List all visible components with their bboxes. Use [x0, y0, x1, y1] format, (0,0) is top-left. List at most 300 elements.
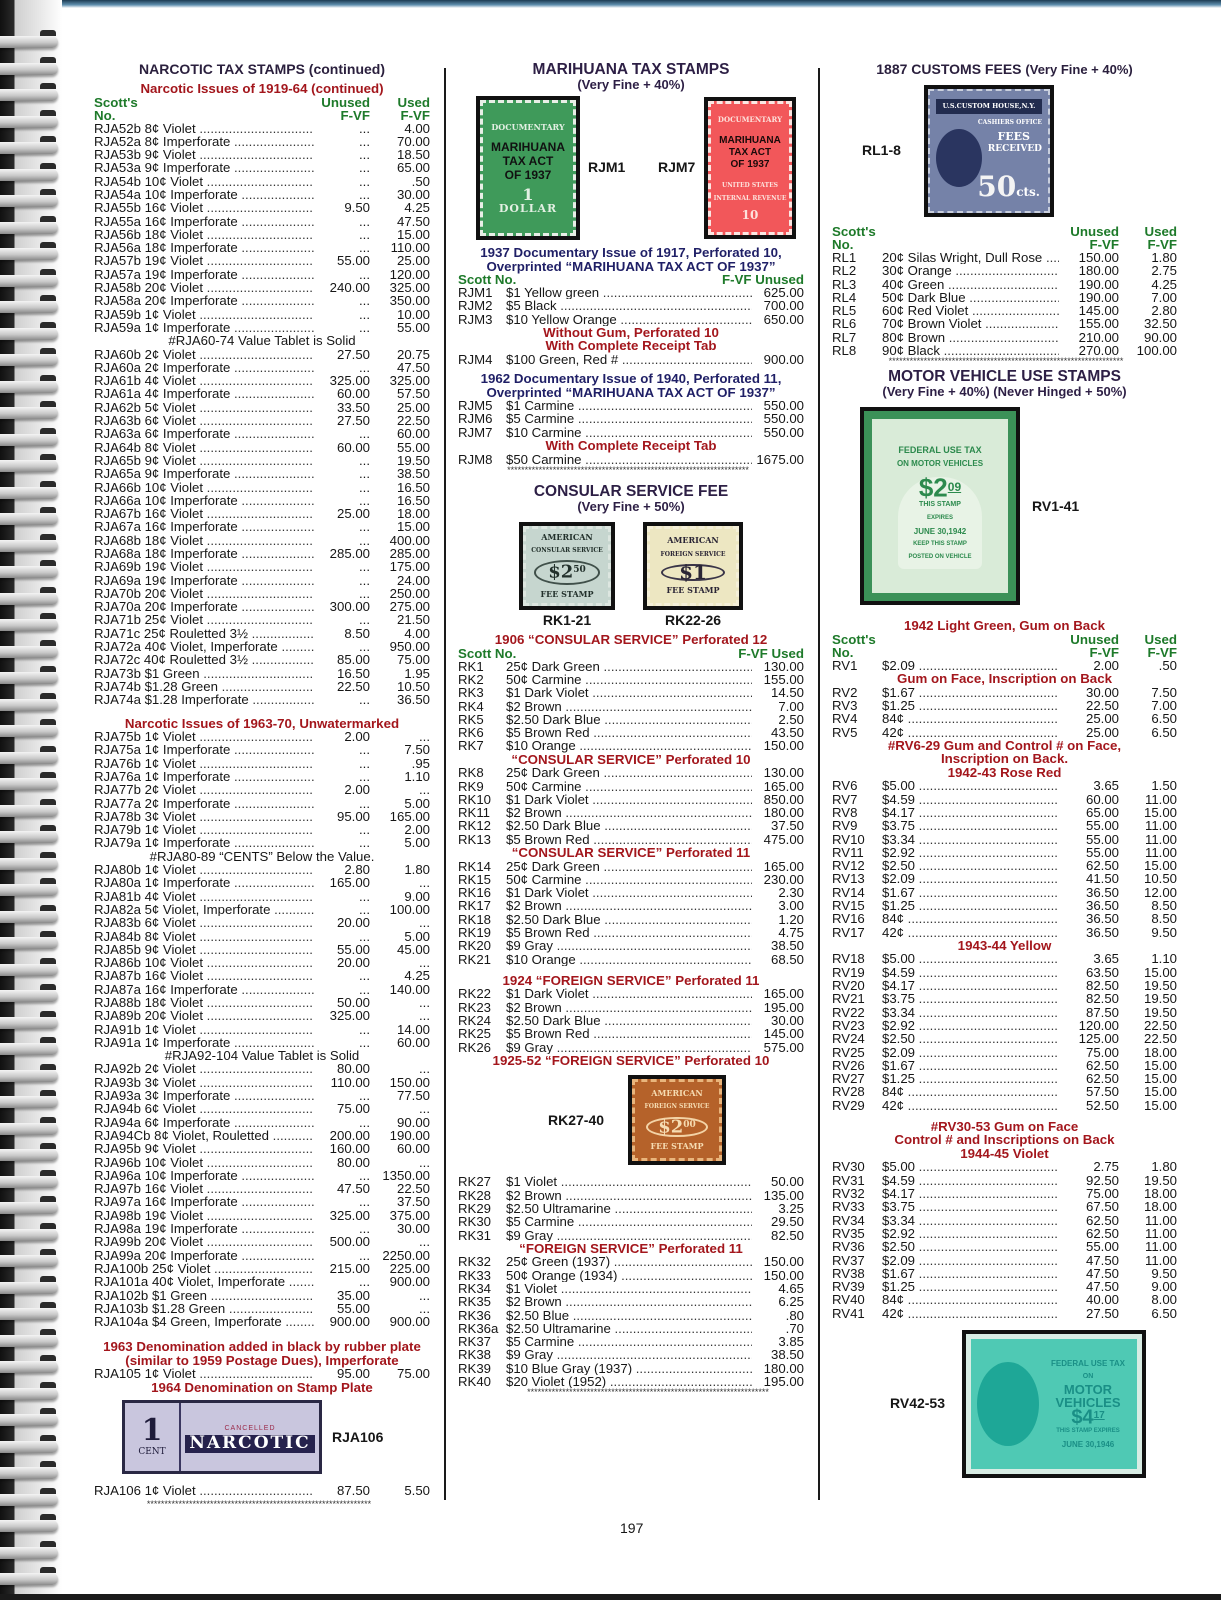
scott-number: RK38: [458, 1347, 491, 1363]
item-description: [94, 863, 314, 876]
price: 68.50: [770, 951, 804, 967]
stamp-description: 2¢ Imperforate: [144, 360, 231, 375]
spiral-ring: [0, 487, 58, 499]
unused-price: 47.50: [1085, 1265, 1119, 1281]
item-description: [94, 454, 314, 467]
scott-number: RJA53b: [94, 148, 141, 162]
spiral-ring: [0, 1176, 58, 1188]
item-description: [94, 1195, 314, 1208]
unused-price: 22.50: [1085, 697, 1119, 713]
unused-price: 50.00: [336, 995, 370, 1010]
stamp-label: RJM1: [588, 159, 626, 176]
section-subtitle: 1925-52 “FOREIGN SERVICE” Perforated 10: [492, 1052, 770, 1068]
used-price: 4.25: [404, 200, 430, 216]
stamp-description: $1.67 .....: [882, 686, 1059, 699]
scott-number: RJA80a: [94, 876, 141, 890]
price: 29.50: [770, 1214, 804, 1230]
scott-number: RK21: [458, 951, 491, 967]
section-subtitle: Gum on Face, Inscription on Back: [896, 671, 1112, 687]
scott-number: RV24: [832, 1031, 865, 1047]
stamp-description: $5 Brown Red .....: [506, 926, 752, 939]
catalog-row: [458, 886, 804, 899]
item-description: [94, 1102, 314, 1115]
unused-price: 95.00: [336, 1366, 370, 1382]
catalog-row: [458, 399, 804, 412]
catalog-row: [94, 836, 430, 849]
catalog-row: [94, 1275, 430, 1288]
used-price: 22.50: [396, 1181, 430, 1197]
unused-price: ...: [359, 768, 370, 784]
catalog-row: [94, 1195, 430, 1208]
unused-price: 80.00: [336, 1061, 370, 1077]
unused-price: ...: [359, 585, 370, 601]
stamp-description: $9 Gray .....: [506, 1348, 752, 1361]
scott-number: RJA58b: [94, 281, 141, 295]
stamp-description: 20¢ Silas Wright, Dull Rose .....: [882, 251, 1059, 264]
stamp-description: $2.92 .....: [882, 1227, 1059, 1240]
scott-number: RV13: [832, 871, 865, 887]
scott-number: RK28: [458, 1187, 491, 1203]
catalog-row: [94, 1169, 430, 1182]
divider-stars: *********************************************************************: [527, 1388, 769, 1397]
item-description: [94, 1036, 314, 1049]
stamp-description: 8¢ Violet, Rouletted: [154, 1128, 269, 1143]
scott-number: RJA52a: [94, 134, 141, 149]
catalog-row: [94, 1116, 430, 1129]
stamp-description: $4.17 .....: [882, 1187, 1059, 1200]
column-header: Scott's No. Unused F-VF Used F-VF: [832, 631, 1177, 660]
scott-number: RJA52b: [94, 121, 141, 135]
stamp-description: 50¢ Orange (1934) .....: [506, 1269, 752, 1282]
spiral-ring: [0, 301, 58, 313]
scott-number: RV8: [832, 804, 858, 820]
stamp-label: RV42-53: [890, 1395, 946, 1412]
catalog-row: [458, 780, 804, 793]
price: 38.50: [770, 938, 804, 954]
catalog-row: [94, 294, 430, 307]
used-price: 11.00: [1144, 1239, 1177, 1255]
stamp-description: $5 Carmine .....: [506, 1335, 752, 1348]
scott-number: RJA60b: [94, 347, 141, 361]
catalog-row: [458, 1215, 804, 1228]
section-title: MOTOR VEHICLE USE STAMPS: [888, 368, 1121, 386]
item-description: [94, 135, 314, 148]
spiral-ring: [0, 1255, 58, 1267]
price: 155.00: [763, 671, 804, 687]
stamp-description: 25¢ Dark Green .....: [506, 860, 752, 873]
catalog-row: [458, 860, 804, 873]
used-price: 37.50: [396, 1194, 430, 1210]
catalog-row: [458, 1282, 804, 1295]
unused-price: ...: [359, 981, 370, 997]
stamp-description: 18¢ Violet: [144, 227, 204, 242]
used-price: 1350.00: [382, 1167, 430, 1183]
catalog-row: [832, 833, 1177, 846]
unused-price: 285.00: [329, 546, 370, 561]
catalog-row: [832, 251, 1177, 264]
catalog-row: [458, 873, 804, 886]
stamp-description: 16¢ Imperforate: [144, 982, 238, 996]
unused-price: ...: [359, 742, 370, 758]
catalog-row: [94, 148, 430, 161]
catalog-row: [832, 806, 1177, 819]
item-description: [94, 1249, 314, 1262]
section-subtitle: (Very Fine + 50%): [577, 498, 685, 514]
catalog-row: [94, 680, 430, 693]
spiral-ring: [0, 1043, 58, 1055]
scott-number: RV11: [832, 844, 864, 860]
scott-number: RJA106: [94, 1484, 141, 1498]
stamp-description: 1¢ Violet: [144, 1484, 196, 1498]
catalog-row: [94, 943, 430, 956]
column-header: Scott's No. Unused F-VF Used F-VF: [832, 224, 1177, 252]
unused-price: 20.00: [336, 955, 370, 971]
catalog-row: [832, 1254, 1177, 1267]
spiral-ring: [0, 63, 58, 75]
catalog-row: [458, 353, 804, 366]
spiral-ring: [0, 89, 58, 101]
unused-price: ...: [359, 147, 370, 163]
used-price: 19.50: [1143, 1172, 1177, 1188]
spiral-ring: [0, 1282, 58, 1294]
unused-price: ...: [359, 186, 370, 202]
unused-price: 47.50: [1085, 1279, 1119, 1295]
scott-number: RJA87a: [94, 982, 141, 996]
used-price: ...: [419, 1234, 430, 1250]
scott-number: RL7: [832, 329, 857, 345]
catalog-row: [94, 1142, 430, 1155]
unused-price: 82.50: [1085, 978, 1119, 994]
scott-number: RJA103b: [94, 1301, 149, 1316]
scott-number: RJM2: [458, 298, 493, 314]
section-subtitle: (Very Fine + 40%): [577, 77, 685, 92]
stamp-description: 25¢ Violet: [151, 1261, 211, 1276]
unused-price: 325.00: [329, 1008, 370, 1024]
used-price: 15.00: [396, 226, 430, 242]
stamp-description: $3.34 .....: [882, 1214, 1059, 1227]
unused-price: 325.00: [329, 1207, 370, 1223]
catalog-row: [832, 686, 1177, 699]
unused-price: 62.50: [1085, 858, 1119, 874]
stamp-description: $1 Carmine .....: [506, 399, 752, 412]
stamp-description: $5.00 .....: [882, 779, 1059, 792]
stamp-description: 3¢ Violet: [144, 1075, 196, 1090]
stamp-description: 10¢ Imperforate: [144, 187, 238, 202]
stamp-description: $5 Brown Red .....: [506, 833, 752, 846]
scott-number: RV38: [832, 1265, 865, 1281]
scott-number: RK6: [458, 725, 484, 741]
item-description: [94, 1156, 314, 1169]
scott-number: RK3: [458, 685, 484, 701]
unused-price: 120.00: [1078, 1017, 1119, 1033]
scott-number: RJA93b: [94, 1075, 141, 1090]
catalog-row: [832, 1200, 1177, 1213]
used-price: 15.00: [396, 519, 430, 535]
section-note: #RJA92-104 Value Tablet is Solid: [164, 1048, 360, 1064]
unused-price: 47.50: [1085, 1252, 1119, 1268]
catalog-row: [94, 730, 430, 743]
used-price: ...: [419, 729, 430, 745]
used-price: 190.00: [389, 1127, 430, 1143]
stamp-description: $10 Blue Gray (1937) .....: [506, 1362, 752, 1375]
scott-number: RJA104a: [94, 1315, 149, 1329]
item-description: [94, 667, 314, 680]
catalog-row: [94, 348, 430, 361]
used-price: 1.10: [404, 768, 430, 784]
used-price: 9.50: [1151, 1265, 1177, 1281]
used-price: 32.50: [1143, 316, 1177, 332]
used-price: 11.00: [1144, 791, 1177, 807]
stamp-description: 6¢ Violet: [144, 916, 196, 930]
item-description: [94, 757, 314, 770]
scott-number: RJA79b: [94, 823, 141, 837]
stamp-description: 8¢ Imperforate: [144, 134, 231, 149]
used-price: 100.00: [1136, 343, 1177, 359]
used-price: .50: [411, 173, 430, 189]
scott-number: RJM1: [458, 285, 493, 300]
stamp-description: 8¢ Violet: [144, 440, 196, 454]
unused-price: 63.50: [1085, 964, 1119, 980]
scott-number: RJA64b: [94, 440, 141, 454]
stamp-description: 10¢ Violet: [144, 174, 204, 188]
scott-number: RK18: [458, 911, 491, 927]
item-description: [94, 956, 314, 969]
scott-number: RJA97b: [94, 1182, 141, 1196]
item-description: [94, 348, 314, 361]
unused-price: ...: [359, 559, 370, 575]
section-subtitle: 1964 Denomination on Stamp Plate: [151, 1379, 373, 1395]
unused-price: ...: [359, 968, 370, 984]
scott-number: RJA56a: [94, 241, 141, 255]
spiral-ring: [0, 1202, 58, 1214]
scott-number: RJA94a: [94, 1115, 141, 1129]
scott-number: RJA72c: [94, 653, 141, 667]
catalog-row: [94, 281, 430, 294]
price: 145.00: [763, 1026, 804, 1042]
section-subtitle: Narcotic Issues of 1919-64 (continued): [140, 81, 384, 96]
scott-number: RJA68b: [94, 533, 141, 547]
stamp-description: $2.50 Ultramarine .....: [506, 1202, 752, 1215]
catalog-row: [458, 313, 804, 326]
scott-number: RJA65a: [94, 467, 141, 481]
used-price: 275.00: [389, 599, 430, 615]
catalog-row: [458, 1202, 804, 1215]
item-description: [94, 401, 314, 414]
catalog-row: [832, 1307, 1177, 1320]
catalog-row: [832, 1072, 1177, 1085]
catalog-row: [94, 1102, 430, 1115]
unused-price: 27.50: [336, 346, 370, 362]
catalog-row: [832, 291, 1177, 304]
catalog-row: [94, 916, 430, 929]
spiral-ring: [0, 142, 58, 154]
item-description: [94, 797, 314, 810]
price: 130.00: [763, 765, 804, 781]
stamp-description: $1 Green: [144, 666, 200, 680]
unused-price: 190.00: [1078, 276, 1119, 292]
catalog-row: [94, 1302, 430, 1315]
used-price: 10.50: [1143, 871, 1177, 887]
scott-number: RV37: [832, 1252, 865, 1268]
used-price: 7.00: [1151, 697, 1177, 713]
scott-number: RV21: [832, 991, 865, 1007]
section-subtitle: With Complete Receipt Tab: [545, 438, 717, 454]
stamp-description: $3.75 .....: [882, 819, 1059, 832]
stamp-description: 20¢ Imperforate: [144, 1248, 238, 1262]
spiral-ring: [0, 964, 58, 976]
scott-number: RJA79a: [94, 836, 141, 850]
unused-price: 3.65: [1093, 951, 1119, 967]
stamp-description: 1¢ Violet: [144, 1022, 196, 1036]
catalog-row: [458, 673, 804, 686]
scott-number: RJA77b: [94, 783, 141, 797]
used-price: 65.00: [396, 160, 430, 176]
catalog-row: [458, 953, 804, 966]
catalog-row: [832, 1267, 1177, 1280]
catalog-row: [832, 912, 1177, 925]
section-subtitle: #RV30-53 Gum on Face: [930, 1118, 1079, 1134]
section-subtitle: Inscription on Back.: [940, 751, 1069, 767]
catalog-row: [94, 890, 430, 903]
catalog-row: [94, 996, 430, 1009]
spiral-ring: [0, 646, 58, 658]
catalog-row: [832, 278, 1177, 291]
catalog-row: [458, 1229, 804, 1242]
scott-number: RK11: [458, 805, 491, 821]
catalog-row: [458, 1348, 804, 1361]
used-price: 20.75: [396, 346, 430, 362]
spiral-ring: [0, 566, 58, 578]
stamp-description: 9¢ Violet: [144, 942, 196, 957]
catalog-row: [458, 793, 804, 806]
divider-stars: ****************************************************************: [146, 1499, 372, 1508]
used-price: 7.50: [1151, 684, 1177, 700]
scott-number: RL8: [832, 343, 857, 359]
unused-price: ...: [359, 466, 370, 482]
unused-price: 95.00: [336, 808, 370, 824]
stamp-description: 25¢ Violet: [144, 613, 204, 627]
unused-price: 2.80: [344, 862, 370, 878]
stamp-description: $1 Green: [151, 1288, 207, 1302]
item-description: [94, 693, 314, 706]
stamp-label: RJA106: [332, 1428, 384, 1445]
item-description: [94, 228, 314, 241]
used-price: 375.00: [389, 1207, 430, 1223]
scott-number: RJA86b: [94, 956, 141, 970]
stamp-description: $2.50 Dark Blue .....: [506, 1014, 752, 1027]
scott-number: RJA99a: [94, 1248, 141, 1262]
catalog-row: [94, 161, 430, 174]
stamp-description: 8¢ Violet: [144, 929, 196, 943]
scott-number: RL6: [832, 316, 857, 332]
used-price: 6.50: [1151, 724, 1177, 740]
item-description: [94, 903, 314, 916]
scott-number: RK31: [458, 1227, 491, 1243]
item-description: [94, 613, 314, 626]
catalog-row: [94, 1009, 430, 1022]
used-price: 900.00: [389, 1274, 430, 1290]
item-description: [94, 281, 314, 294]
stamp-description: $4.59 .....: [882, 793, 1059, 806]
unused-price: ...: [359, 532, 370, 548]
stamp-description: 20¢ Violet: [144, 586, 204, 601]
used-price: 225.00: [389, 1260, 430, 1276]
stamp-description: 30¢ Orange .....: [882, 264, 1059, 277]
catalog-row: [458, 766, 804, 779]
catalog-row: [458, 899, 804, 912]
catalog-row: [832, 819, 1177, 832]
stamp-description: $10 Orange .....: [506, 739, 752, 752]
unused-price: ...: [359, 319, 370, 335]
column-header: Scott No. F-VF Used: [458, 645, 804, 661]
used-price: 400.00: [389, 532, 430, 548]
catalog-row: [94, 1062, 430, 1075]
scott-number: RK19: [458, 925, 491, 941]
stamp-description: 1¢ Imperforate: [144, 1035, 231, 1050]
item-description: [94, 770, 314, 783]
catalog-row: [94, 1023, 430, 1036]
unused-price: 25.00: [1085, 711, 1119, 727]
spiral-ring: [0, 1441, 58, 1453]
item-description: [94, 730, 314, 743]
spiral-ring: [0, 1229, 58, 1241]
unused-price: 67.50: [1085, 1199, 1119, 1215]
scott-number: RV26: [832, 1057, 865, 1073]
catalog-row: [832, 1160, 1177, 1173]
item-description: [94, 215, 314, 228]
stamp-description: $5 Carmine .....: [506, 1215, 752, 1228]
unused-price: 75.00: [1085, 1186, 1119, 1202]
stamp-description: 1¢ Violet: [144, 1367, 196, 1381]
used-price: ...: [419, 782, 430, 798]
stamp-description: $3.34 .....: [882, 833, 1059, 846]
divider-stars: *******************************************************************: [888, 357, 1124, 366]
scott-number: RV17: [832, 924, 865, 940]
scott-number: RK15: [458, 871, 491, 887]
used-price: 165.00: [389, 808, 430, 824]
used-price: ...: [419, 915, 430, 931]
item-description: [94, 1209, 314, 1222]
section-subtitle: #RV6-29 Gum and Control # on Face,: [887, 737, 1122, 753]
price: 50.00: [770, 1174, 804, 1190]
stamp-description: $1.67 .....: [882, 1059, 1059, 1072]
stamp-label: RK1-21: [542, 611, 592, 628]
used-price: 22.50: [396, 413, 430, 429]
used-price: 9.00: [404, 888, 430, 904]
section-subtitle: 1944-45 Violet: [960, 1145, 1049, 1161]
catalog-row: [832, 1174, 1177, 1187]
item-description: [94, 308, 314, 321]
unused-price: 240.00: [329, 280, 370, 296]
stamp-description: 70¢ Brown Violet .....: [882, 317, 1059, 330]
spiral-ring: [0, 1096, 58, 1108]
unused-price: ...: [359, 452, 370, 468]
scott-number: RJM6: [458, 411, 493, 427]
used-price: 15.00: [1143, 804, 1177, 820]
scott-number: RJA54a: [94, 187, 141, 202]
unused-price: 110.00: [330, 1074, 370, 1090]
unused-price: ...: [359, 1274, 370, 1290]
used-price: 5.00: [404, 835, 430, 851]
catalog-row: [94, 534, 430, 547]
spiral-ring: [0, 778, 58, 790]
used-price: 24.00: [396, 572, 430, 588]
used-price: 19.50: [1143, 978, 1177, 994]
unused-price: 55.00: [1085, 831, 1119, 847]
catalog-row: [94, 547, 430, 560]
catalog-row: [832, 1240, 1177, 1253]
stamp-description: 40¢ Rouletted 3½: [143, 653, 248, 667]
